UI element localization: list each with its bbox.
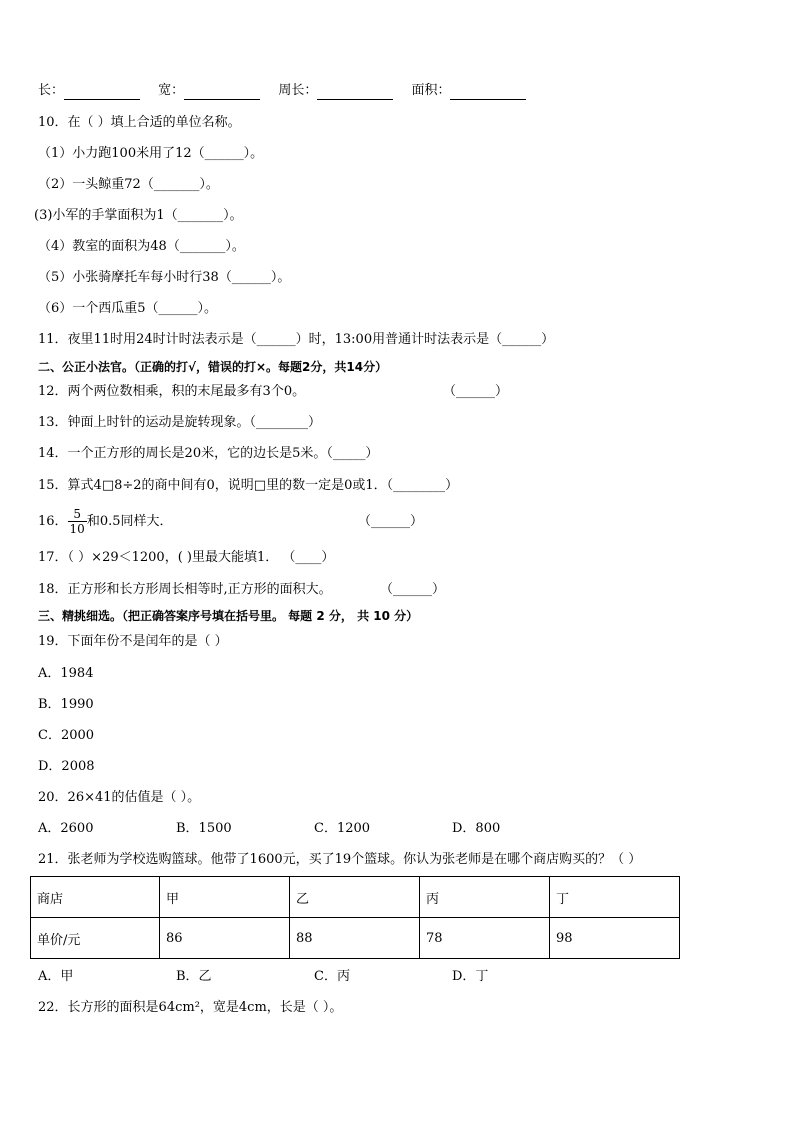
section-3-heading: 三、精挑细选。（把正确答案序号填在括号里。 每题 2 分， 共 10 分） xyxy=(38,609,419,623)
question-10-item-1: （1）小力跑100米用了12（______）。 xyxy=(38,146,264,161)
area-blank[interactable] xyxy=(450,85,526,100)
question-12-answer[interactable]: （______） xyxy=(443,384,509,399)
fraction-denominator: 10 xyxy=(69,522,85,536)
question-10-item-6: （6）一个西瓜重5（______）。 xyxy=(38,301,218,316)
area-label: 面积： xyxy=(411,83,451,98)
question-20-option-c[interactable]: C．1200 xyxy=(314,821,371,836)
question-16-answer[interactable]: （______） xyxy=(358,514,424,529)
perimeter-label: 周长： xyxy=(278,83,318,98)
question-13: 13．钟面上时针的运动是旋转现象。（________） xyxy=(38,415,322,430)
question-10-item-2: （2）一头鲸重72（_______）。 xyxy=(38,177,219,192)
question-10-item-4: （4）教室的面积为48（_______）。 xyxy=(38,239,245,254)
question-11: 11．夜里11时用24时计时法表示是（______）时，13:00用普通计时法表示是（______） xyxy=(38,332,555,347)
width-label: 宽： xyxy=(158,83,185,98)
question-21-title: 21．张老师为学校选购篮球。他带了1600元，买了19个篮球。你认为张老师是在哪个商店购买的？（ ） xyxy=(38,852,642,867)
table-cell: 78 xyxy=(420,918,550,959)
question-15: 15．算式4□8÷2的商中间有0，说明□里的数一定是0或1．（________） xyxy=(38,478,459,493)
question-10-item-3: (3)小军的手掌面积为1（_______）。 xyxy=(34,208,243,223)
fraction xyxy=(68,507,87,536)
question-20-options xyxy=(38,820,590,838)
length-label: 长： xyxy=(38,83,65,98)
question-19-option-d[interactable]: D．2008 xyxy=(38,759,95,774)
question-22: 22．长方形的面积是64cm²，宽是4cm，长是（ ）。 xyxy=(38,1000,343,1015)
table-row xyxy=(31,918,680,959)
width-field xyxy=(158,82,260,100)
question-21-option-c[interactable]: C．丙 xyxy=(314,969,350,984)
question-16-text: 和0.5同样大． xyxy=(86,514,173,529)
length-blank[interactable] xyxy=(64,85,140,100)
fraction-numerator: 5 xyxy=(68,507,87,522)
question-17: 17．（ ）×29＜1200，( )里最大能填1． （____） xyxy=(38,550,335,565)
area-field xyxy=(411,82,526,100)
price-table xyxy=(30,876,680,959)
table-cell: 86 xyxy=(160,918,290,959)
table-cell: 乙 xyxy=(290,877,420,918)
length-field xyxy=(38,82,140,100)
question-12-text: 12．两个两位数相乘，积的末尾最多有3个0。 xyxy=(38,384,306,399)
question-19-title: 19．下面年份不是闰年的是（ ） xyxy=(38,634,228,649)
perimeter-field xyxy=(278,82,393,100)
question-12 xyxy=(38,383,509,401)
question-20-option-a[interactable]: A．2600 xyxy=(38,821,94,836)
question-10-item-5: （5）小张骑摩托车每小时行38（______）。 xyxy=(38,270,291,285)
question-21-option-a[interactable]: A．甲 xyxy=(38,969,74,984)
perimeter-blank[interactable] xyxy=(317,85,393,100)
question-16-prefix: 16． xyxy=(38,514,68,529)
question-16 xyxy=(38,502,424,542)
question-18-answer[interactable]: （______） xyxy=(380,582,446,597)
question-21-option-b[interactable]: B．乙 xyxy=(176,969,212,984)
question-18-text: 18．正方形和长方形周长相等时,正方形的面积大。 xyxy=(38,582,332,597)
table-cell: 98 xyxy=(550,918,680,959)
question-20-option-d[interactable]: D．800 xyxy=(452,821,501,836)
table-cell: 甲 xyxy=(160,877,290,918)
question-10-title: 10．在（ ）填上合适的单位名称。 xyxy=(38,115,241,130)
question-19-option-b[interactable]: B．1990 xyxy=(38,697,94,712)
question-19-option-a[interactable]: A．1984 xyxy=(38,666,94,681)
question-18 xyxy=(38,581,446,599)
question-19-option-c[interactable]: C．2000 xyxy=(38,728,95,743)
section-2-heading: 二、公正小法官。（正确的打√，错误的打×。每题2分，共14分） xyxy=(38,360,388,374)
question-20-title: 20．26×41的估值是（ ）。 xyxy=(38,790,201,805)
table-cell: 丁 xyxy=(550,877,680,918)
question-20-option-b[interactable]: B．1500 xyxy=(176,821,232,836)
table-cell: 商店 xyxy=(31,877,160,918)
table-cell: 单价/元 xyxy=(31,918,160,959)
question-14: 14．一个正方形的周长是20米，它的边长是5米。（_____） xyxy=(38,446,379,461)
table-cell: 丙 xyxy=(420,877,550,918)
question-21-options xyxy=(38,968,590,986)
width-blank[interactable] xyxy=(184,85,260,100)
table-cell: 88 xyxy=(290,918,420,959)
top-fields-row xyxy=(38,82,540,100)
table-header-row xyxy=(31,877,680,918)
question-21-option-d[interactable]: D．丁 xyxy=(452,969,489,984)
